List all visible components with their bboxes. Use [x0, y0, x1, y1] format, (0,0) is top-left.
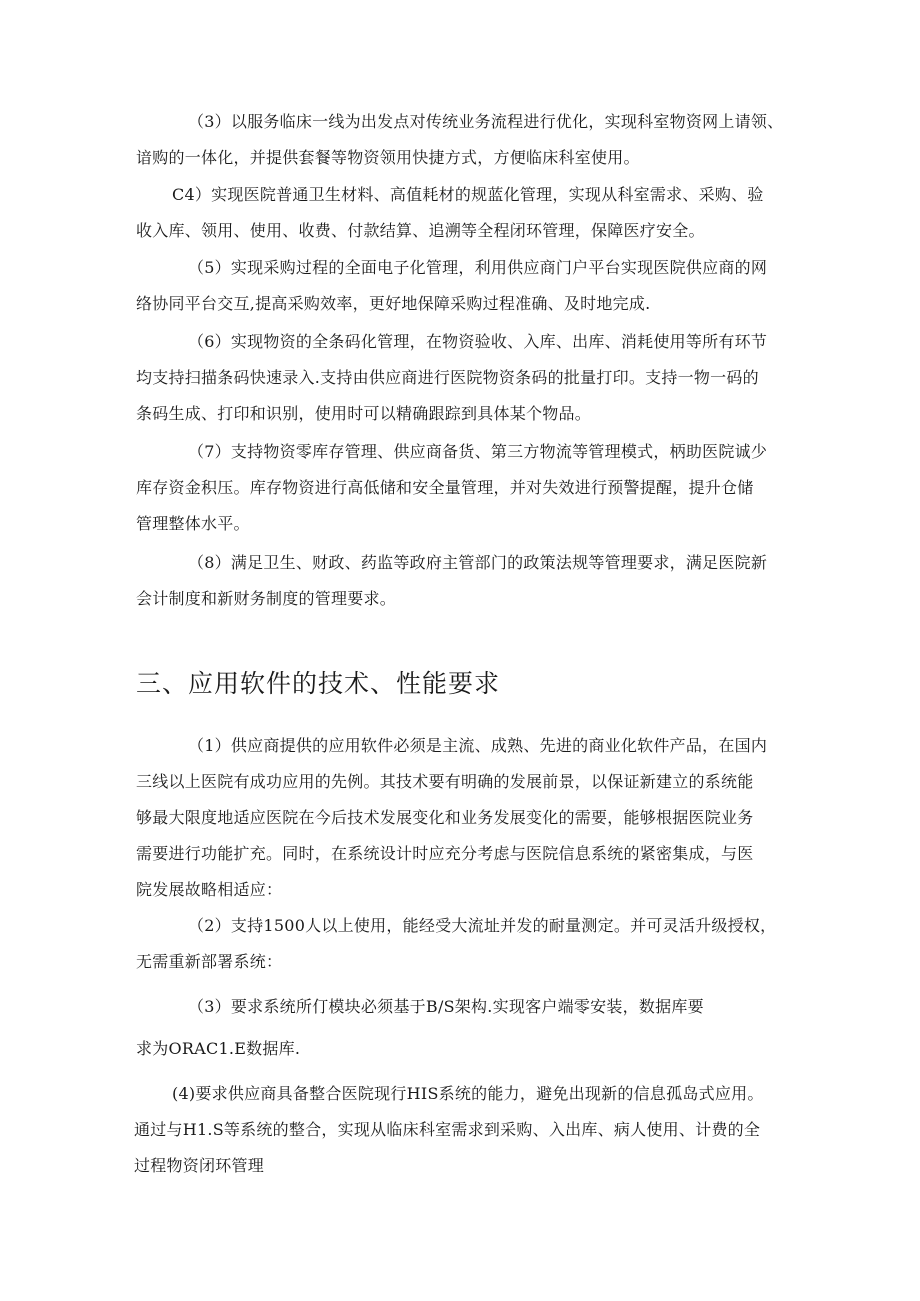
paragraph-req-4: [134, 1076, 806, 1184]
text-line: 络协同平台交互,提高采购效率，更好地保障采购过程准确、及时地完成.: [136, 294, 651, 313]
text-line: （2）支持1500人以上使用，能经受大流址并发的耐量测定。并可灵活升级授权，: [188, 916, 777, 935]
paragraph-req-2: [136, 908, 796, 980]
text-line: 管理整体水平。: [136, 514, 250, 533]
text-line: （3）要求系统所仃模块必须基于B/S架构.实现客户端零安装，数据库要: [188, 997, 704, 1016]
text-line: 院发展故略相适应：: [136, 880, 283, 899]
paragraph-item-6: [136, 324, 796, 432]
text-line: 库存资金积压。库存物资进行高低储和安全量管理，并对失效进行预警提醒，提升仓储: [136, 478, 754, 497]
paragraph-item-3: [136, 104, 796, 176]
text-line: 均支持扫描条码快速录入.支持由供应商进行医院物资条码的批量打印。支持一物一码的: [136, 368, 759, 387]
text-line: 收入库、领用、使用、收费、付款结算、追溯等全程闭环管理，保障医疗安全。: [136, 221, 705, 240]
text-line: 通过与H1.S等系统的整合，实现从临床科室需求到采购、入出库、病人使用、计费的全: [134, 1120, 761, 1139]
paragraph-item-5: [136, 250, 796, 322]
text-line: （1）供应商提供的应用软件必须是主流、成熟、先进的商业化软件产品，在国内: [188, 736, 768, 755]
text-line: C4）实现医院普通卫生材料、高值耗材的规蓝化管理，实现从科室需求、采购、验: [172, 185, 764, 204]
paragraph-item-4: [136, 177, 796, 249]
paragraph-req-3: [136, 986, 796, 1070]
text-line: 无需重新部署系统：: [136, 952, 283, 971]
text-line: （7）支持物资零库存管理、供应商备货、第三方物流等管理模式，柄助医院诚少: [188, 442, 768, 461]
paragraph-item-7: [136, 434, 796, 542]
section-heading: 三、应用软件的技术、性能要求: [136, 669, 501, 698]
text-line: (4)要求供应商具备整合医院现行HIS系统的能力，避免出现新的信息孤岛式应用。: [172, 1084, 764, 1103]
paragraph-req-1: [136, 728, 796, 908]
text-line: （6）实现物资的全条码化管理，在物资验收、入库、出库、消耗使用等所有环节: [188, 332, 768, 351]
paragraph-item-8: [136, 545, 796, 617]
text-line: 求为ORAC1.E数据库.: [136, 1039, 301, 1058]
text-line: 需要进行功能扩充。同时，在系统设计时应充分考虑与医院信息系统的紧密集成，与医: [136, 844, 754, 863]
text-line: （5）实现采购过程的全面电子化管理，利用供应商门户平台实现医院供应商的网: [188, 258, 768, 277]
text-line: 会计制度和新财务制度的管理要求。: [136, 589, 397, 608]
text-line: （8）满足卫生、财政、药监等政府主管部门的政策法规等管理要求，满足医院新: [188, 553, 768, 572]
text-line: 够最大限度地适应医院在今后技术发展变化和业务发展变化的需要，能够根据医院业务: [136, 808, 754, 827]
text-line: 三线以上医院有成功应用的先例。其技术要有明确的发展前景，以保证新建立的系统能: [136, 772, 754, 791]
text-line: 条码生成、打印和识别，使用时可以精确跟踪到具体某个物品。: [136, 404, 592, 423]
text-line: 过程物资闭环管理: [134, 1156, 265, 1175]
text-line: 谙购的一体化，并提供套餐等物资领用快捷方式，方便临床科室使用。: [136, 148, 640, 167]
text-line: （3）以服务临床一线为出发点对传统业务流程进行优化，实现科室物资网上请领、: [188, 112, 784, 131]
